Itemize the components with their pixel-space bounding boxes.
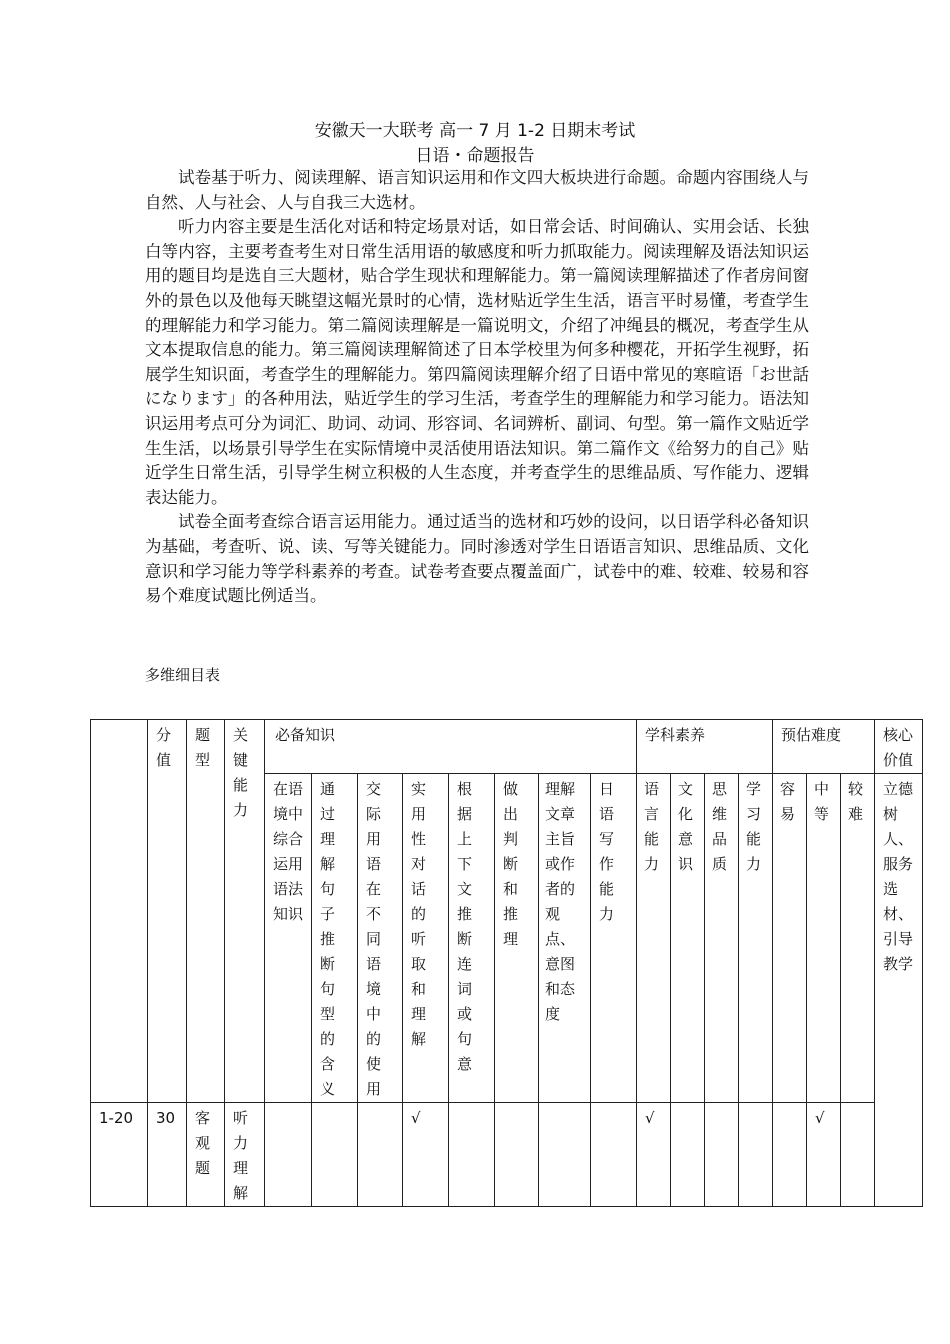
difficulty-item: 容易 xyxy=(773,774,807,1103)
paragraph: 试卷基于听力、阅读理解、语言知识运用和作文四大板块进行命题。命题内容围绕人与自然、人与社会、人与自我三大选材。 xyxy=(145,168,809,212)
literacy-item: 思维品质 xyxy=(705,774,739,1103)
corner-cell xyxy=(91,720,148,1103)
knowledge-mark xyxy=(539,1103,591,1207)
knowledge-item: 交际用语在不同语境中的使用 xyxy=(358,774,403,1103)
knowledge-mark xyxy=(449,1103,495,1207)
table-row xyxy=(91,1103,923,1207)
knowledge-mark xyxy=(495,1103,539,1207)
header-type: 题型 xyxy=(187,720,225,1103)
score-value: 30 xyxy=(148,1103,187,1207)
literacy-item: 语言能力 xyxy=(637,774,671,1103)
specification-table xyxy=(90,719,923,1207)
knowledge-item: 在语境中综合运用语法知识 xyxy=(265,774,312,1103)
key-ability: 听力理解 xyxy=(225,1103,265,1207)
knowledge-mark: √ xyxy=(403,1103,449,1207)
literacy-mark xyxy=(705,1103,739,1207)
header-knowledge: 必备知识 xyxy=(265,720,637,774)
knowledge-item: 通过理解句子推断句型的含义 xyxy=(312,774,358,1103)
difficulty-item: 较难 xyxy=(841,774,875,1103)
paragraph: 听力内容主要是生活化对话和特定场景对话，如日常会话、时间确认、实用会话、长独白等内容，主要考查考生对日常生活用语的敏感度和听力抓取能力。阅读理解及语法知识运用的题目均是选自三大题材，贴合学生现状和理解能力。第一篇阅读理解描述了作者房间窗外的景色以及他每天眺望这幅光景时的心情，选材贴近学生生活，语言平时易懂，考查学生的理解能力和学习能力。第二篇阅读理解是一篇说明文，介绍了冲绳县的概况，考查学生从文本提取信息的能力。第三篇阅读理解简述了日本学校里为何多种樱花，开拓学生视野，拓展学生知识面，考查学生的理解能力。第四篇阅读理解介绍了日语中常见的寒暄语「お世話になります」的各种用法，贴近学生的学习生活，考查学生的理解能力和学习能力。语法知识运用考点可分为词汇、助词、动词、形容词、名词辨析、副词、句型。第一篇作文贴近学生生活，以场景引导学生在实际情境中灵活使用语法知识。第二篇作文《给努力的自己》贴近学生日常生活，引导学生树立积极的人生态度，并考查学生的思维品质、写作能力、逻辑表达能力。 xyxy=(145,217,809,507)
table-title: 多维细目表 xyxy=(145,666,221,684)
question-range: 1-20 xyxy=(91,1103,148,1207)
document-subtitle: 日语・命题报告 xyxy=(415,146,535,166)
literacy-item: 文化意识 xyxy=(671,774,705,1103)
report-body xyxy=(145,166,809,609)
document-title: 安徽天一大联考 高一 7 月 1-2 日期末考试 xyxy=(314,121,636,141)
literacy-item: 学习能力 xyxy=(739,774,773,1103)
literacy-mark xyxy=(671,1103,705,1207)
knowledge-mark xyxy=(591,1103,637,1207)
knowledge-mark xyxy=(265,1103,312,1207)
header-literacy: 学科素养 xyxy=(637,720,773,774)
knowledge-item: 根据上下文推断连词或句意 xyxy=(449,774,495,1103)
difficulty-mark xyxy=(773,1103,807,1207)
header-core-value: 核心价值 xyxy=(875,720,923,774)
knowledge-item: 理解文章主旨或作者的观点、意图和态度 xyxy=(539,774,591,1103)
header-difficulty: 预估难度 xyxy=(773,720,875,774)
difficulty-item: 中等 xyxy=(807,774,841,1103)
knowledge-mark xyxy=(358,1103,403,1207)
knowledge-item: 实用性对话的听取和理解 xyxy=(403,774,449,1103)
header-score: 分值 xyxy=(148,720,187,1103)
knowledge-item: 做出判断和推理 xyxy=(495,774,539,1103)
difficulty-mark: √ xyxy=(807,1103,841,1207)
literacy-mark xyxy=(739,1103,773,1207)
question-type: 客观题 xyxy=(187,1103,225,1207)
paragraph: 试卷全面考查综合语言运用能力。通过适当的选材和巧妙的设问，以日语学科必备知识为基础，考查听、说、读、写等关键能力。同时渗透对学生日语语言知识、思维品质、文化意识和学习能力等学科素养的考查。试卷考查要点覆盖面广，试卷中的难、较难、较易和容易个难度试题比例适当。 xyxy=(145,512,809,606)
knowledge-mark xyxy=(312,1103,358,1207)
header-key-ability: 关键能力 xyxy=(225,720,265,1103)
literacy-mark: √ xyxy=(637,1103,671,1207)
core-value-cell: 立德树人、服务选材、引导教学 xyxy=(875,774,923,1207)
difficulty-mark xyxy=(841,1103,875,1207)
knowledge-item: 日语写作能力 xyxy=(591,774,637,1103)
